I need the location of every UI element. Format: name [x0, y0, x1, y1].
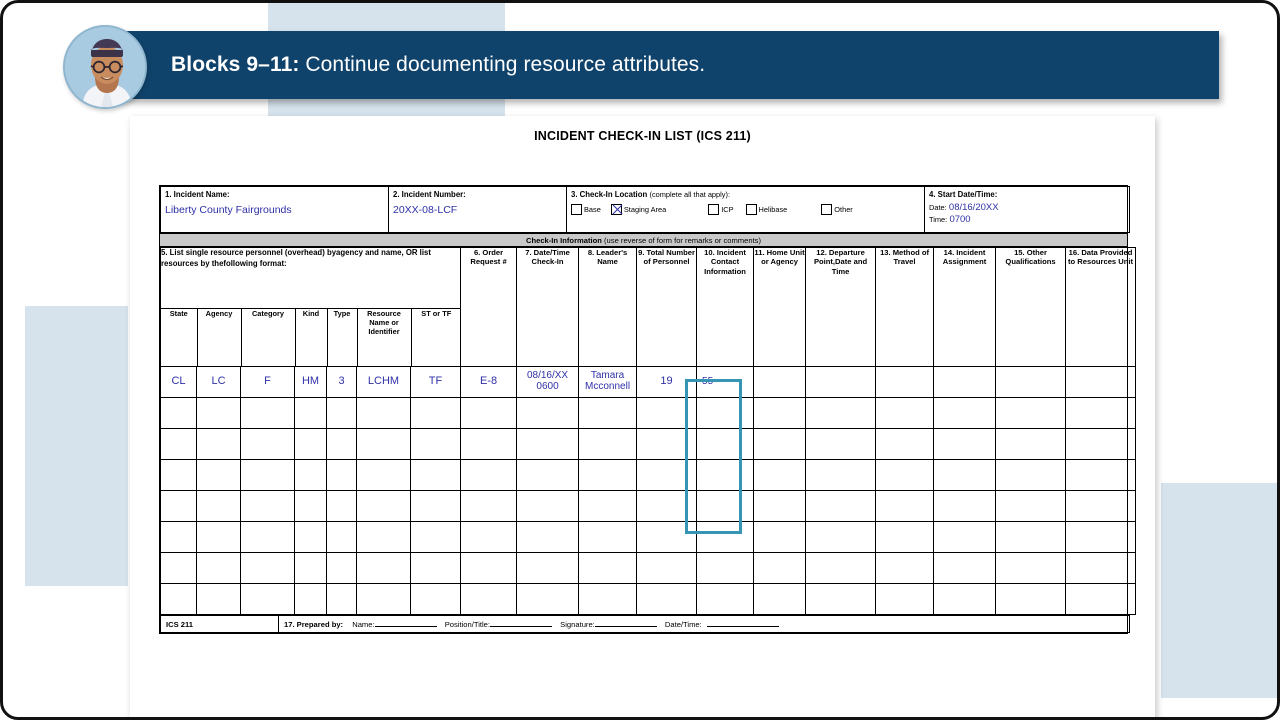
empty-cell[interactable] — [357, 522, 411, 553]
page-title: INCIDENT CHECK-IN LIST (ICS 211) — [534, 129, 751, 143]
empty-cell[interactable] — [241, 460, 295, 491]
banner-text — [171, 53, 705, 77]
empty-cell[interactable] — [754, 522, 806, 553]
cell-order-request[interactable]: E-8 — [461, 367, 517, 398]
empty-cell[interactable] — [411, 584, 461, 615]
subheader-category: Category — [241, 308, 295, 366]
checkbox-other[interactable] — [821, 204, 862, 215]
empty-cell[interactable] — [517, 398, 579, 429]
empty-cell[interactable] — [934, 522, 996, 553]
empty-cell[interactable] — [327, 429, 357, 460]
document-page — [130, 116, 1155, 720]
footer-prepared-by[interactable] — [279, 616, 1130, 633]
checkbox-staging-area-label: Staging Area — [623, 205, 667, 214]
empty-cell[interactable] — [517, 460, 579, 491]
empty-cell[interactable] — [295, 429, 327, 460]
empty-cell[interactable] — [357, 398, 411, 429]
cell-type[interactable]: 3 — [327, 367, 357, 398]
empty-cell[interactable] — [161, 553, 197, 584]
table-row[interactable] — [161, 584, 1136, 615]
column-header-10: 10. Incident Contact Information — [697, 248, 754, 367]
footer-signature-label: Signature: — [560, 620, 595, 629]
empty-cell[interactable] — [517, 584, 579, 615]
empty-cell[interactable] — [579, 553, 637, 584]
block-3-hint: (complete all that apply): — [649, 190, 730, 199]
empty-cell[interactable] — [996, 460, 1066, 491]
block-4-start-datetime[interactable] — [925, 187, 1130, 233]
empty-cell[interactable] — [806, 522, 876, 553]
empty-cell[interactable] — [754, 584, 806, 615]
empty-cell[interactable] — [637, 553, 697, 584]
infobar-bold: Check-In Information — [525, 235, 602, 245]
empty-cell[interactable] — [697, 460, 754, 491]
empty-cell[interactable] — [461, 398, 517, 429]
empty-cell[interactable] — [357, 553, 411, 584]
empty-cell[interactable] — [517, 491, 579, 522]
empty-cell[interactable] — [411, 553, 461, 584]
empty-cell[interactable] — [637, 429, 697, 460]
block-3-label-row — [571, 190, 920, 199]
empty-cell[interactable] — [876, 460, 934, 491]
checkbox-base-box[interactable] — [571, 204, 582, 215]
decorative-block-right — [1161, 483, 1280, 698]
footer-name-line[interactable] — [375, 619, 437, 627]
block-3-checkin-location[interactable] — [567, 187, 925, 233]
column-header-13: 13. Method of Travel — [876, 248, 934, 367]
empty-cell[interactable] — [637, 491, 697, 522]
empty-cell[interactable] — [806, 429, 876, 460]
block-4-date-value: 08/16/20XX — [948, 202, 999, 213]
empty-cell[interactable] — [996, 584, 1066, 615]
avatar-illustration-icon — [65, 27, 147, 109]
empty-cell[interactable] — [1066, 553, 1136, 584]
empty-cell[interactable] — [1066, 491, 1136, 522]
column-header-9: 9. Total Number of Personnel — [637, 248, 697, 367]
checkbox-base[interactable] — [571, 204, 611, 215]
block-2-label: 2. Incident Number: — [393, 190, 466, 199]
footer-signature-line[interactable] — [595, 619, 657, 627]
empty-cell[interactable] — [161, 460, 197, 491]
empty-cell[interactable] — [697, 491, 754, 522]
footer-form-id: ICS 211 — [161, 616, 279, 633]
footer-datetime-label: Date/Time: — [664, 620, 702, 629]
block-4-time-row — [929, 214, 1125, 225]
empty-cell[interactable] — [754, 491, 806, 522]
empty-cell[interactable] — [327, 460, 357, 491]
empty-cell[interactable] — [806, 460, 876, 491]
empty-cell[interactable] — [241, 429, 295, 460]
empty-cell[interactable] — [461, 522, 517, 553]
empty-cell[interactable] — [1066, 460, 1136, 491]
cell-st-or-tf[interactable]: TF — [411, 367, 461, 398]
empty-cell[interactable] — [876, 553, 934, 584]
empty-cell[interactable] — [579, 398, 637, 429]
empty-cell[interactable] — [1066, 584, 1136, 615]
empty-cell[interactable] — [806, 491, 876, 522]
empty-cell[interactable] — [637, 460, 697, 491]
empty-cell[interactable] — [1066, 522, 1136, 553]
footer-position-line[interactable] — [490, 619, 552, 627]
instructor-avatar — [63, 25, 147, 109]
empty-cell[interactable] — [411, 460, 461, 491]
empty-cell[interactable] — [197, 460, 241, 491]
empty-cell[interactable] — [327, 398, 357, 429]
checkbox-icp[interactable] — [708, 204, 743, 215]
empty-cell[interactable] — [461, 429, 517, 460]
empty-cell[interactable] — [637, 522, 697, 553]
empty-cell[interactable] — [697, 522, 754, 553]
checkbox-row — [571, 204, 920, 215]
empty-cell[interactable] — [327, 553, 357, 584]
table-row[interactable] — [161, 429, 1136, 460]
empty-cell[interactable] — [934, 398, 996, 429]
cell-agency[interactable]: LC — [197, 367, 241, 398]
empty-cell[interactable] — [197, 398, 241, 429]
footer-datetime-line[interactable] — [707, 619, 779, 627]
empty-cell[interactable] — [295, 553, 327, 584]
checkbox-other-box[interactable] — [821, 204, 832, 215]
empty-cell[interactable] — [295, 522, 327, 553]
empty-cell[interactable] — [241, 491, 295, 522]
empty-cell[interactable] — [517, 522, 579, 553]
empty-cell[interactable] — [357, 429, 411, 460]
empty-cell[interactable] — [754, 398, 806, 429]
block-4-date-label: Date: — [929, 203, 947, 212]
cell-other-quals[interactable] — [996, 367, 1066, 398]
empty-cell[interactable] — [579, 460, 637, 491]
block-1-incident-name[interactable] — [161, 187, 389, 233]
banner-bold-prefix: Blocks 9–11: — [171, 53, 300, 76]
empty-cell[interactable] — [996, 398, 1066, 429]
empty-cell[interactable] — [697, 553, 754, 584]
empty-cell[interactable] — [357, 584, 411, 615]
column-header-11: 11. Home Unit or Agency — [754, 248, 806, 367]
column-header-15: 15. Other Qualifications — [996, 248, 1066, 367]
checkbox-icp-box[interactable] — [708, 204, 719, 215]
block-5-note: 5. List single resource personnel (overhead) byagency and name, OR list resources by thefollowing format: — [161, 248, 431, 268]
empty-cell[interactable] — [876, 429, 934, 460]
block-4-time-value: 0700 — [949, 214, 971, 225]
block-5-note-row — [161, 248, 461, 308]
cell-total-personnel[interactable]: 19 — [637, 367, 697, 398]
cell-contact-info[interactable]: 55 — [697, 367, 754, 398]
empty-cell[interactable] — [1066, 398, 1136, 429]
empty-cell[interactable] — [327, 491, 357, 522]
main-grid-wrapper — [160, 247, 1134, 615]
cell-resource-name[interactable]: LCHM — [357, 367, 411, 398]
checkbox-helibase[interactable] — [746, 204, 798, 215]
empty-cell[interactable] — [197, 491, 241, 522]
empty-cell[interactable] — [295, 584, 327, 615]
checkbox-helibase-label: Helibase — [758, 205, 788, 214]
checkin-table — [160, 247, 1136, 615]
empty-cell[interactable] — [934, 553, 996, 584]
empty-cell[interactable] — [411, 398, 461, 429]
empty-cell[interactable] — [327, 522, 357, 553]
column-header-8: 8. Leader's Name — [579, 248, 637, 367]
empty-cell[interactable] — [197, 584, 241, 615]
cell-state[interactable]: CL — [161, 367, 197, 398]
column-header-12: 12. Departure Point,Date and Time — [806, 248, 876, 367]
empty-cell[interactable] — [806, 584, 876, 615]
block-2-incident-number[interactable] — [389, 187, 567, 233]
empty-cell[interactable] — [411, 522, 461, 553]
subheader-agency: Agency — [197, 308, 241, 366]
block-1-label: 1. Incident Name: — [165, 190, 230, 199]
checkin-information-bar — [160, 233, 1127, 247]
empty-cell[interactable] — [357, 491, 411, 522]
cell-data-provided[interactable] — [1066, 367, 1136, 398]
empty-cell[interactable] — [637, 398, 697, 429]
empty-cell[interactable] — [295, 460, 327, 491]
empty-cell[interactable] — [461, 584, 517, 615]
checkbox-other-label: Other — [834, 205, 853, 214]
empty-rows-body — [161, 398, 1136, 615]
ics-211-form — [159, 185, 1134, 634]
empty-cell[interactable] — [697, 429, 754, 460]
empty-cell[interactable] — [934, 460, 996, 491]
empty-cell[interactable] — [934, 584, 996, 615]
empty-cell[interactable] — [579, 584, 637, 615]
empty-cell[interactable] — [579, 429, 637, 460]
empty-cell[interactable] — [754, 460, 806, 491]
empty-cell[interactable] — [161, 522, 197, 553]
empty-cell[interactable] — [161, 398, 197, 429]
checkbox-staging-area-box[interactable] — [611, 204, 622, 215]
form-header-table — [160, 186, 1130, 233]
empty-cell[interactable] — [161, 491, 197, 522]
column-header-7: 7. Date/Time Check-In — [517, 248, 579, 367]
block-3-label: 3. Check-In Location — [571, 190, 648, 199]
footer-position-label: Position/Title: — [444, 620, 491, 629]
empty-cell[interactable] — [461, 491, 517, 522]
empty-cell[interactable] — [1066, 429, 1136, 460]
empty-cell[interactable] — [517, 553, 579, 584]
empty-cell[interactable] — [996, 429, 1066, 460]
empty-cell[interactable] — [806, 553, 876, 584]
empty-cell[interactable] — [637, 584, 697, 615]
empty-cell[interactable] — [295, 491, 327, 522]
empty-cell[interactable] — [161, 429, 197, 460]
empty-cell[interactable] — [754, 553, 806, 584]
subheader-resource-name: Resource Name or Identifier — [357, 308, 411, 366]
empty-cell[interactable] — [241, 553, 295, 584]
table-row[interactable] — [161, 553, 1136, 584]
cell-kind[interactable]: HM — [295, 367, 327, 398]
block-4-time-label: Time: — [929, 215, 948, 224]
empty-cell[interactable] — [806, 398, 876, 429]
subheader-kind: Kind — [295, 308, 327, 366]
cell-datetime-checkin[interactable]: 08/16/XX 0600 — [517, 367, 579, 398]
empty-cell[interactable] — [934, 491, 996, 522]
block-1-value: Liberty County Fairgrounds — [165, 204, 292, 216]
empty-cell[interactable] — [579, 491, 637, 522]
table-row[interactable] — [161, 367, 1136, 398]
empty-cell[interactable] — [996, 491, 1066, 522]
infobar-rest: (use reverse of form for remarks or comments) — [601, 235, 762, 245]
banner-body-text: Continue documenting resource attributes. — [299, 53, 706, 76]
empty-cell[interactable] — [697, 398, 754, 429]
checkbox-icp-label: ICP — [721, 205, 734, 214]
empty-cell[interactable] — [357, 460, 411, 491]
footer-prepared-by-label: 17. Prepared by: — [284, 620, 344, 629]
empty-cell[interactable] — [241, 398, 295, 429]
table-row[interactable] — [161, 491, 1136, 522]
empty-cell[interactable] — [876, 398, 934, 429]
subheader-st-or-tf: ST or TF — [411, 308, 461, 366]
cell-category[interactable]: F — [241, 367, 295, 398]
empty-cell[interactable] — [579, 522, 637, 553]
table-row[interactable] — [161, 460, 1136, 491]
empty-cell[interactable] — [996, 522, 1066, 553]
empty-cell[interactable] — [697, 584, 754, 615]
empty-cell[interactable] — [934, 429, 996, 460]
empty-cell[interactable] — [327, 584, 357, 615]
checkbox-helibase-box[interactable] — [746, 204, 757, 215]
column-header-16: 16. Data Provided to Resources Unit — [1066, 248, 1136, 367]
subheader-state: State — [161, 308, 197, 366]
cell-assignment[interactable] — [934, 367, 996, 398]
block-5-subheader-row — [161, 308, 461, 366]
table-row[interactable] — [161, 522, 1136, 553]
empty-cell[interactable] — [241, 522, 295, 553]
cell-departure[interactable] — [806, 367, 876, 398]
block-4-date-row — [929, 202, 1125, 213]
empty-cell[interactable] — [517, 429, 579, 460]
empty-cell[interactable] — [197, 429, 241, 460]
empty-cell[interactable] — [996, 553, 1066, 584]
block-2-value: 20XX-08-LCF — [393, 204, 458, 216]
empty-cell[interactable] — [241, 584, 295, 615]
footer-name-label: Name: — [352, 620, 375, 629]
empty-cell[interactable] — [461, 460, 517, 491]
empty-cell[interactable] — [197, 522, 241, 553]
instruction-banner — [91, 31, 1219, 99]
block-4-label: 4. Start Date/Time: — [929, 190, 998, 199]
empty-cell[interactable] — [461, 553, 517, 584]
cell-leader-name[interactable]: Tamara Mcconnell — [579, 367, 637, 398]
empty-cell[interactable] — [411, 429, 461, 460]
empty-cell[interactable] — [876, 522, 934, 553]
decorative-block-left — [25, 306, 128, 586]
column-header-6: 6. Order Request # — [461, 248, 517, 367]
subheader-type: Type — [327, 308, 357, 366]
empty-cell[interactable] — [295, 398, 327, 429]
checkbox-staging-area[interactable] — [611, 204, 676, 215]
empty-cell[interactable] — [197, 553, 241, 584]
cell-home-unit[interactable] — [754, 367, 806, 398]
column-header-row — [161, 248, 1136, 367]
empty-cell[interactable] — [754, 429, 806, 460]
empty-cell[interactable] — [161, 584, 197, 615]
empty-cell[interactable] — [876, 491, 934, 522]
column-header-14: 14. Incident Assignment — [934, 248, 996, 367]
cell-method-travel[interactable] — [876, 367, 934, 398]
empty-cell[interactable] — [411, 491, 461, 522]
table-row[interactable] — [161, 398, 1136, 429]
block-5-cell — [161, 248, 461, 367]
block-5-inner-table — [161, 248, 461, 366]
empty-cell[interactable] — [876, 584, 934, 615]
checkbox-base-label: Base — [584, 205, 601, 214]
form-footer-table — [160, 615, 1130, 633]
